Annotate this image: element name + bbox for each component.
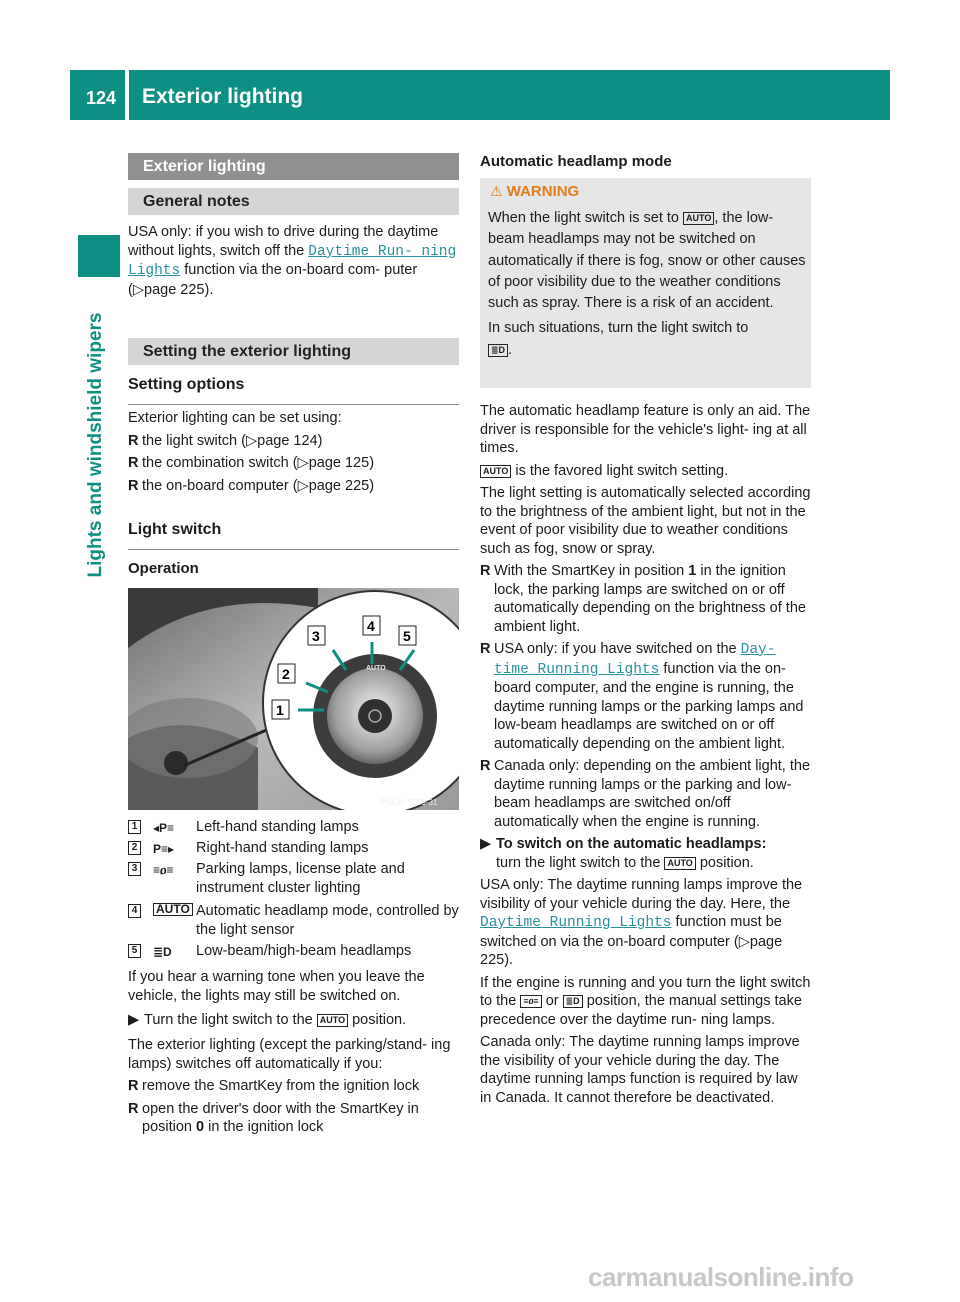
general-notes-text: USA only: if you wish to drive during the daytime without lights, switch off the Daytime Run‐ ning Lights function via the on-board com- puter (▷page 225).	[128, 224, 457, 298]
page-ref[interactable]: page 225	[144, 281, 205, 298]
operation-heading: Operation	[128, 560, 199, 577]
auto-icon: AUTO	[153, 903, 193, 916]
arrow-icon: ▶	[480, 836, 492, 852]
page-ref[interactable]: page 225	[480, 933, 783, 968]
right-body: The automatic headlamp feature is only an aid. The driver is responsible for the vehicle's light- ing at all times. AUTO is the favored light switch setting. The light setting is automatically selected according to the brightness of the ambient light, but not in the event of poor visibility due to weather conditions such as fog, snow or spray. R With the SmartKey in position 1 in the ignition lock, the parking lamps are switched on or off automatically depending on the brightness of the ambient light. R USA only: if you have switched on the Day‐ time Running Lights function via the on- board computer, and the engine is running, the daytime running lamps or the parking lamps and low-beam headlamps are switched on or off automatically depending on the ambient light. R Canada only: depending on the ambient light, the daytime running lamps or the parking and low-beam headlamps are switched on/off automatically when the engine is running. ▶ To switch on the automatic headlamps: turn the light switch to the AUTO position. USA only: The daytime running lamps improve the visibility of your vehicle during the day. Here, the Daytime Running Lights function must be switched on via the on-board computer (▷page 225). If the engine is running and you turn the light switch to the ≡ዐ≡ or ≣D position, the manual settings take precedence over the daytime run- ning lamps. Canada only: The daytime running lamps improve the visibility of your vehicle during the day. The daytime running lamps function is required by law in Canada. It cannot therefore be deactivated.	[480, 403, 811, 1106]
auto-icon: AUTO	[664, 857, 695, 870]
warning-heading: ⚠ WARNING	[490, 183, 580, 200]
warning-tone-text: If you hear a warning tone when you leave the vehicle, the lights may still be switched on.	[128, 969, 425, 1004]
list-item: R the combination switch (▷page 125)	[128, 455, 375, 471]
setting-options-text: Exterior lighting can be set using: R the light switch (▷page 124) R the combination switch (▷page 125) R the on-board computer (▷page 225)	[128, 409, 459, 495]
chapter-title: Lights and windshield wipers	[85, 312, 106, 578]
low-beam-icon: ≣D	[563, 995, 583, 1008]
callout-5: 5	[403, 628, 411, 644]
list-item: R open the driver's door with the SmartKey in position 0 in the ignition lock	[128, 1100, 419, 1135]
daytime-running-lights-link[interactable]: Daytime Running Lights	[480, 915, 672, 931]
auto-icon: AUTO	[317, 1014, 348, 1027]
setting-exterior-lighting-heading: Setting the exterior lighting	[128, 338, 459, 365]
photo-code: P54.25-9059-31	[380, 798, 438, 807]
low-beam-icon: ≣D	[153, 945, 172, 959]
list-item: R the on-board computer (▷page 225)	[128, 477, 375, 494]
warning-box	[480, 178, 811, 388]
daytime-running-lights-link[interactable]: Day‐ time Running Lights	[494, 642, 776, 678]
light-switch-heading: Light switch	[128, 521, 459, 550]
daytime-running-lights-link[interactable]: Daytime Run‐ ning Lights	[128, 243, 457, 279]
arrow-icon: ▶	[128, 1012, 140, 1028]
section-title-bar: Exterior lighting	[128, 153, 459, 180]
action-step: ▶ To switch on the automatic headlamps: turn the light switch to the AUTO position.	[480, 836, 767, 871]
list-item: R Canada only: depending on the ambient light, the daytime running lamps or the parking and low-beam headlamps are switched on/off automatically when the engine is running.	[480, 758, 811, 830]
left-standing-lamps-icon: ◂P≡	[153, 821, 175, 835]
warning-triangle-icon: ⚠	[490, 183, 503, 199]
list-item: R With the SmartKey in position 1 in the ignition lock, the parking lamps are switched on or off automatically depending on the brightness of the ambient light.	[480, 563, 806, 635]
callout-1: 1	[276, 702, 284, 718]
list-item: R the light switch (▷page 124)	[128, 432, 323, 449]
callout-2: 2	[282, 666, 290, 682]
page-number: 124	[86, 88, 117, 108]
parking-lamps-icon: ≡ዐ≡	[153, 863, 174, 877]
list-item: R USA only: if you have switched on the Day‐ time Running Lights function via the on- board computer, and the engine is running, the daytime running lamps or the parking lamps and low-beam headlamps are switched on or off automatically depending on the ambient light.	[480, 641, 804, 752]
auto-icon: AUTO	[480, 465, 511, 478]
header-divider	[125, 70, 129, 120]
watermark: carmanualsonline.info	[588, 1262, 854, 1292]
warning-text: When the light switch is set to AUTO , the low- beam headlamps may not be switched on automatically if there is fog, snow or other causes of poor visibility due to the weather conditions such as spray. There is a risk of an accident. In such situations, turn the light switch to ≣D .	[488, 210, 806, 358]
action-step: ▶ Turn the light switch to the AUTO position.	[128, 1012, 407, 1028]
list-item: R remove the SmartKey from the ignition lock	[128, 1078, 420, 1094]
page-header	[70, 70, 890, 120]
chapter-side-tab	[70, 125, 122, 765]
light-switch-photo	[128, 588, 459, 810]
parking-lamps-icon: ≡ዐ≡	[520, 995, 541, 1008]
auto-off-text: The exterior lighting (except the parking/stand- ing lamps) switches off automatically if you: R remove the SmartKey from the ignition lock R open the driver's door with the SmartKey in position 0 in the ignition lock	[128, 1036, 459, 1137]
auto-icon: AUTO	[683, 212, 714, 225]
callout-4: 4	[367, 618, 375, 634]
general-notes-heading: General notes	[128, 188, 459, 215]
callout-3: 3	[312, 628, 320, 644]
knob-auto-label: AUTO	[366, 665, 386, 672]
setting-options-heading: Setting options	[128, 376, 459, 405]
right-standing-lamps-icon: P≡▸	[153, 842, 175, 856]
header-title: Exterior lighting	[142, 85, 304, 108]
low-beam-icon: ≣D	[488, 344, 508, 357]
automatic-headlamp-heading: Automatic headlamp mode	[480, 153, 672, 170]
